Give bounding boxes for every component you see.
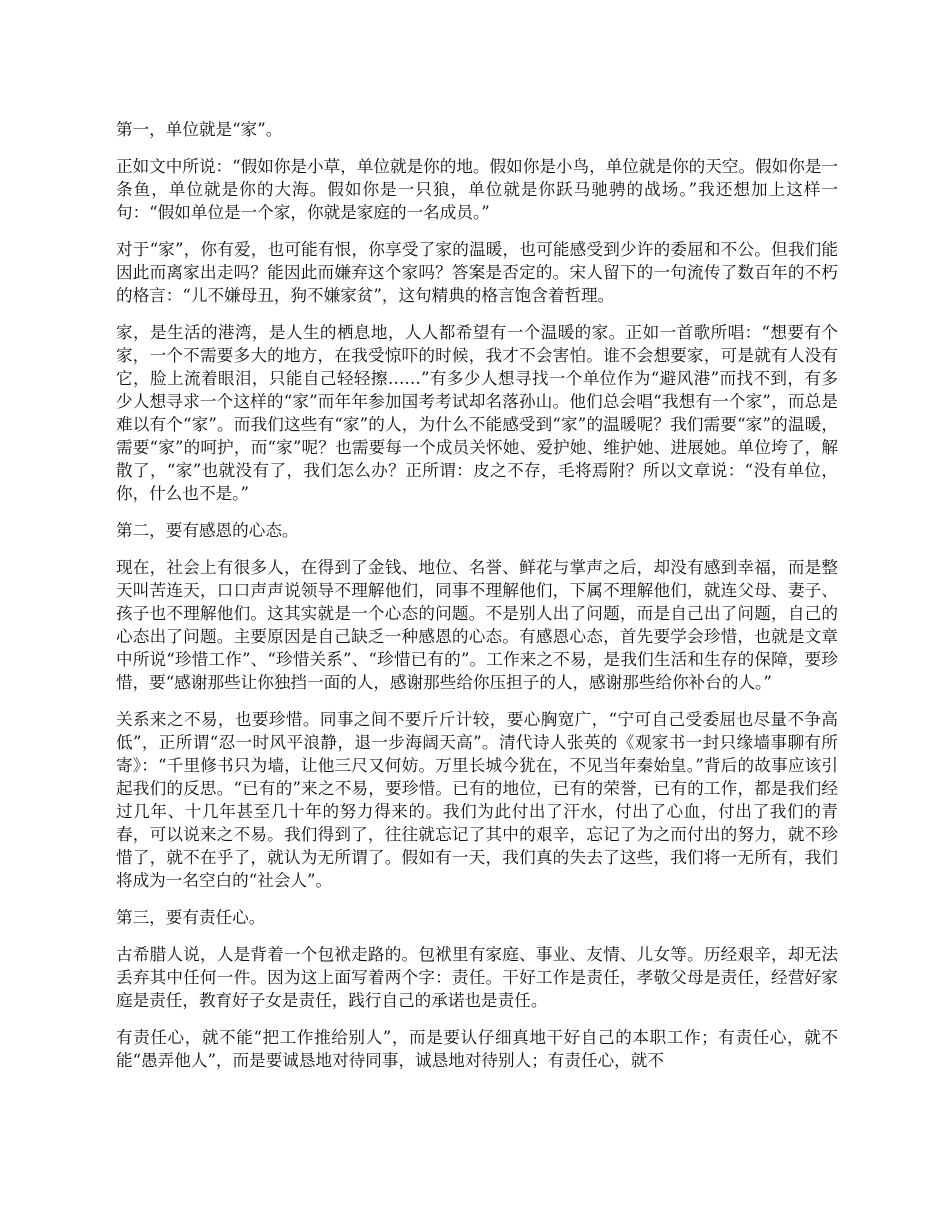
paragraph: 关系来之不易，也要珍惜。同事之间不要斤斤计较，要心胸宽广，“宁可自己受委屈也尽量不争高低”，正所谓“忍一时风平浪静，退一步海阔天高”。清代诗人张英的《观家书一封只缘墙事聊有所寄》：“千里修书只为墙，让他三尺又何妨。万里长城今犹在，不见当年秦始皇。”背后的故事应该引起我们的反思。“已有的”来之不易，要珍惜。已有的地位，已有的荣誉，已有的工作，都是我们经过几年、十几年甚至几十年的努力得来的。我们为此付出了汗水，付出了心血，付出了我们的青春，可以说来之不易。我们得到了，往往就忘记了其中的艰辛，忘记了为之而付出的努力，就不珍惜了，就不在乎了，就认为无所谓了。假如有一天，我们真的失去了这些，我们将一无所有，我们将成为一名空白的“社会人”。 [116,710,838,890]
paragraph: 正如文中所说：“假如你是小草，单位就是你的地。假如你是小鸟，单位就是你的天空。假如你是一条鱼，单位就是你的大海。假如你是一只狼，单位就是你跃马驰骋的战场。”我还想加上这样一句：“假如单位是一个家，你就是家庭的一名成员。” [116,157,838,222]
paragraph: 对于“家”，你有爱，也可能有恨，你享受了家的温暖，也可能感受到少许的委屈和不公。但我们能因此而离家出走吗？能因此而嫌弃这个家吗？答案是否定的。宋人留下的一句流传了数百年的不朽的格言：“儿不嫌母丑，狗不嫌家贫”，这句精典的格言饱含着哲理。 [116,240,838,305]
paragraph: 家，是生活的港湾，是人生的栖息地，人人都希望有一个温暖的家。正如一首歌所唱：“想要有个家，一个不需要多大的地方，在我受惊吓的时候，我才不会害怕。谁不会想要家，可是就有人没有它，脸上流着眼泪，只能自己轻轻擦……”有多少人想寻找一个单位作为“避风港”而找不到，有多少人想寻求一个这样的“家”而年年参加国考考试却名落孙山。他们总会唱“我想有一个家”，而总是难以有个“家”。而我们这些有“家”的人，为什么不能感受到“家”的温暖呢？我们需要“家”的温暖，需要“家”的呵护，而“家”呢？也需要每一个成员关怀她、爱护她、维护她、进展她。单位垮了，解散了，“家”也就没有了，我们怎么办？正所谓：皮之不存，毛将焉附？所以文章说：“没有单位，你，什么也不是。” [116,323,838,503]
section-heading-1: 第一，单位就是“家”。 [116,120,283,139]
document-page [116,118,838,1208]
paragraph: 古希腊人说，人是背着一个包袱走路的。包袱里有家庭、事业、友情、儿女等。历经艰辛，却无法丢弃其中任何一件。因为这上面写着两个字：责任。干好工作是责任，孝敬父母是责任，经营好家庭是责任，教育好子女是责任，践行自己的承诺也是责任。 [116,945,838,1010]
paragraph: 有责任心，就不能“把工作推给别人”，而是要认仔细真地干好自己的本职工作；有责任心，就不能“愚弄他人”，而是要诚恳地对待同事，诚恳地对待别人；有责任心，就不 [116,1028,838,1070]
section-heading-2: 第二，要有感恩的心态。 [116,521,299,540]
section-heading-3: 第三，要有责任心。 [116,908,266,927]
paragraph: 现在，社会上有很多人，在得到了金钱、地位、名誉、鲜花与掌声之后，却没有感到幸福，而是整天叫苦连天，口口声声说领导不理解他们，同事不理解他们，下属不理解他们，就连父母、妻子、孩子也不理解他们。这其实就是一个心态的问题。不是别人出了问题，而是自己出了问题，自己的心态出了问题。主要原因是自己缺乏一种感恩的心态。有感恩心态，首先要学会珍惜，也就是文章中所说“珍惜工作”、“珍惜关系”、“珍惜已有的”。工作来之不易，是我们生活和生存的保障，要珍惜，要“感谢那些让你独挡一面的人，感谢那些给你压担子的人，感谢那些给你补台的人。” [116,558,838,692]
